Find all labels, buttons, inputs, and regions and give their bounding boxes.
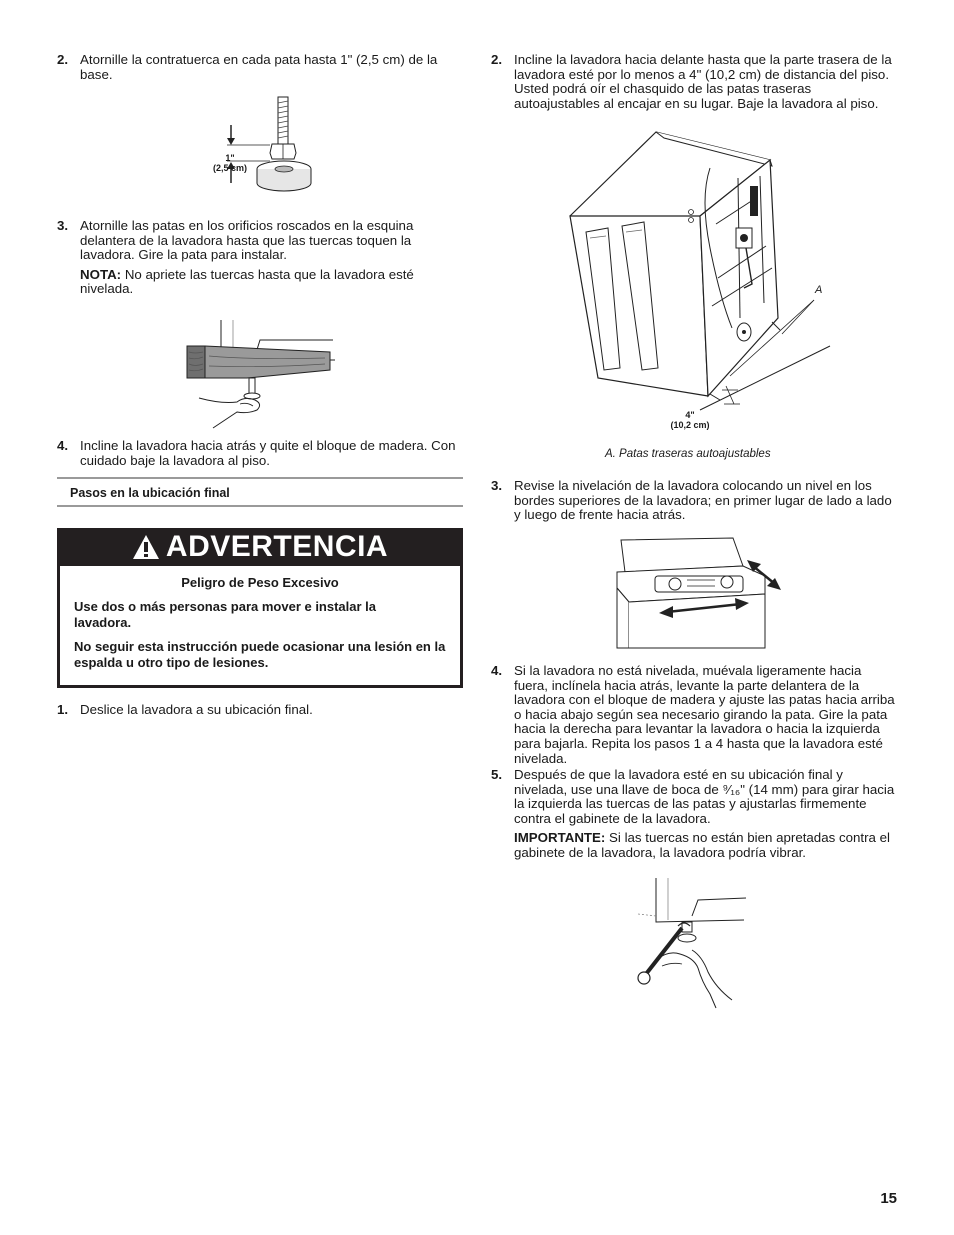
left-step-2 [57,53,463,82]
callout-a: A [815,284,823,296]
step-text: Revise la nivelación de la lavadora colocando un nivel en los bordes superiores de la lavadora; en primer lugar de lado a lado y luego de frente hacia atrás. [514,478,892,523]
page-number: 15 [880,1190,897,1207]
section-title: Pasos en la ubicación final [57,477,463,507]
dimension-inches: 1" [225,153,235,163]
step-text: Si la lavadora no está nivelada, muévala ligeramente hacia fuera, inclínela hacia atrás, levante la parte delantera de la lavadora con el bloque de madera y ajuste las patas hacia arriba o hacia abajo según sea necesario girando la pata. Gire la pata hacia la derecha para levantar la lavadora o hacia la izquierda para bajarla. Repita los pasos 1 a 4 hasta que la lavadora esté nivelada. [514,663,895,766]
step-number: 3. [57,218,69,233]
left-step-3 [57,219,463,297]
step-text: Incline la lavadora hacia delante hasta que la parte trasera de la lavadora esté por lo menos a 4" (10,2 cm) de distancia del piso. Usted podrá oír el chasquido de las patas traseras autoajustables al encajar en su lugar. Baje la lavadora al piso. [514,52,892,111]
figure-caption: A. Patas traseras autoajustables [605,448,771,460]
dimension-inches: 4" [685,410,695,420]
dimension-cm: (10,2 cm) [670,420,710,430]
final-step-1 [57,703,463,718]
wrench-illustration [632,876,752,1011]
step-number: 1. [57,702,69,717]
dimension-label-1in [205,153,255,173]
warning-content [60,566,460,685]
tilted-washer-illustration [560,128,840,418]
step-number: 4. [57,438,69,453]
warning-title: ADVERTENCIA [165,529,389,563]
important-note [514,831,897,860]
step-number: 4. [491,663,503,678]
step-text: Atornille las patas en los orificios roscados en la esquina delantera de la lavadora hasta que las tuercas toquen la lavadora. Gire la pata para instalar. [80,218,414,263]
step-text: Atornille la contratuerca en cada pata hasta 1" (2,5 cm) de la base. [80,52,438,82]
step-text: Después de que la lavadora esté en su ubicación final y nivelada, use una llave de boca de ⁹⁄₁₆" (14 mm) para girar hacia la izquierda las tuercas de las patas y ajustarlas firmemente contra el gabinete de la lavadora. [514,767,895,826]
warning-line-1: Use dos o más personas para mover e instalar la lavadora. [74,599,377,630]
step-number: 2. [57,52,69,67]
warning-title-bar [57,528,463,566]
level-check-illustration [615,536,785,651]
left-step-4 [57,439,463,468]
leveling-leg-illustration [200,95,330,200]
install-legs-illustration [185,316,335,431]
right-step-5 [491,768,897,861]
important-text: Si las tuercas no están bien apretadas contra el gabinete de la lavadora, la lavadora podría vibrar. [514,830,890,860]
right-step-2 [491,53,897,111]
note [80,268,463,297]
warning-triangle-icon [132,534,160,560]
step-number: 2. [491,52,503,67]
right-step-4 [491,664,897,766]
dimension-cm: (2,5 cm) [212,163,247,173]
step-text: Deslice la lavadora a su ubicación final. [80,702,313,717]
note-label: NOTA: [80,266,122,282]
dimension-label-4in [660,410,720,430]
step-number: 5. [491,767,503,782]
warning-heading: Peligro de Peso Excesivo [181,575,339,590]
warning-box [57,528,463,688]
warning-line-2: No seguir esta instrucción puede ocasionar una lesión en la espalda u otro tipo de lesiones. [74,639,446,670]
step-number: 3. [491,478,503,493]
right-step-3 [491,479,897,523]
important-label: IMPORTANTE: [514,830,606,846]
note-text: No apriete las tuercas hasta que la lavadora esté nivelada. [80,266,414,297]
step-text: Incline la lavadora hacia atrás y quite el bloque de madera. Con cuidado baje la lavadora al piso. [80,438,456,468]
